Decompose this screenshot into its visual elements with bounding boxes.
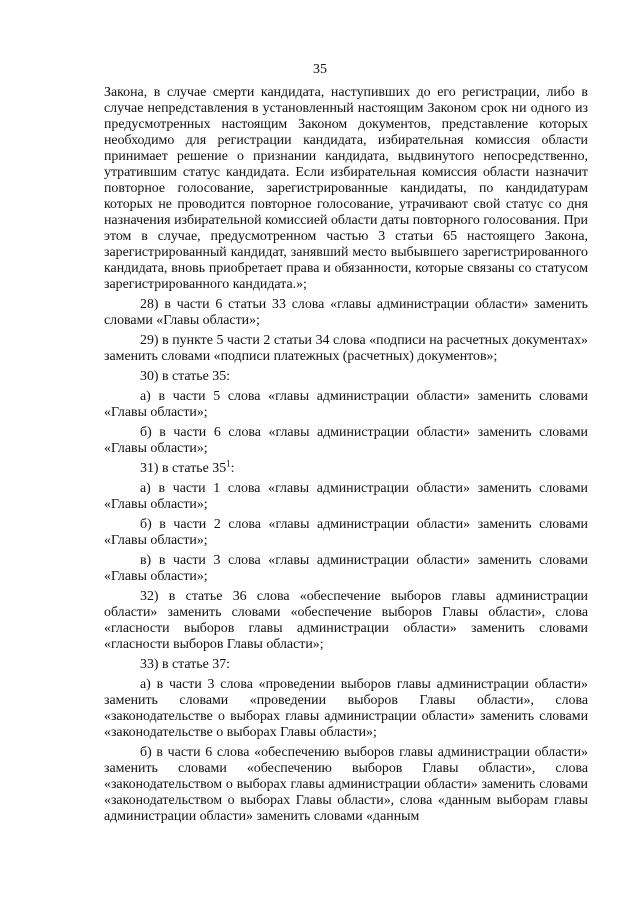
paragraph-item-31c: в) в части 3 слова «главы администрации области» заменить словами «Главы области»; <box>104 553 588 584</box>
paragraph-item-30: 30) в статье 35: <box>140 369 231 384</box>
paragraph-item-31-colon: : <box>230 461 235 476</box>
paragraph-item-30a: а) в части 5 слова «главы администрации области» заменить словами «Главы области»; <box>104 389 588 420</box>
paragraph-item-33a: а) в части 3 слова «проведении выборов главы администрации области» заменить словами «проведении выборов Главы области», слова «законодательстве о выборах главы администрации области» заменить словами «законодательстве о выборах Главы области»; <box>104 677 588 740</box>
superscript-index: 1 <box>226 458 231 469</box>
paragraph-continuation: Закона, в случае смерти кандидата, наступивших до его регистрации, либо в случае непредставления в установленный настоящим Законом срок ни одного из предусмотренных настоящим Законом документов, представление которых необходимо для регистрации кандидата, избирательная комиссия области принимает решение о признании кандидата, выдвинутого непосредственно, утратившим статус кандидата. Если избирательная комиссия области назначит повторное голосование, зарегистрированные кандидаты, по кандидатурам которых не проводится повторное голосование, утрачивают свой статус со дня назначения избирательной комиссией области даты повторного голосования. При этом в случае, предусмотренном частью 3 статьи 65 настоящего Закона, зарегистрированный кандидат, занявший место выбывшего зарегистрированного кандидата, вновь приобретает права и обязанности, которые связаны со статусом зарегистрированного кандидата.»; <box>104 85 588 292</box>
paragraph-item-31a: а) в части 1 слова «главы администрации области» заменить словами «Главы области»; <box>104 481 588 512</box>
paragraph-item-33: 33) в статье 37: <box>140 657 231 672</box>
paragraph-item-31b: б) в части 2 слова «главы администрации области» заменить словами «Главы области»; <box>104 517 588 548</box>
paragraph-item-32: 32) в статье 36 слова «обеспечение выборов главы администрации области» заменить словами «обеспечение выборов Главы области», слова «гласности выборов главы администрации области» заменить словами «гласности выборов Главы области»; <box>104 589 588 652</box>
paragraph-item-31 <box>104 458 588 477</box>
paragraph-item-28: 28) в части 6 статьи 33 слова «главы администрации области» заменить словами «Главы области»; <box>104 297 588 328</box>
paragraph-item-33b: б) в части 6 слова «обеспечению выборов главы администрации области» заменить словами «обеспечению выборов Главы области», слова «законодательством о выборах главы администрации области» заменить словами «законодательством о выборах Главы области», слова «данным выборам главы администрации области» заменить словами «данным <box>104 745 588 824</box>
document-body <box>104 85 588 825</box>
page-number: 35 <box>313 62 327 77</box>
paragraph-item-31-text: 31) в статье 35 <box>140 461 227 476</box>
paragraph-item-30b: б) в части 6 слова «главы администрации области» заменить словами «Главы области»; <box>104 425 588 456</box>
paragraph-item-29: 29) в пункте 5 части 2 статьи 34 слова «подписи на расчетных документах» заменить словами «подписи платежных (расчетных) документов»; <box>104 333 588 364</box>
